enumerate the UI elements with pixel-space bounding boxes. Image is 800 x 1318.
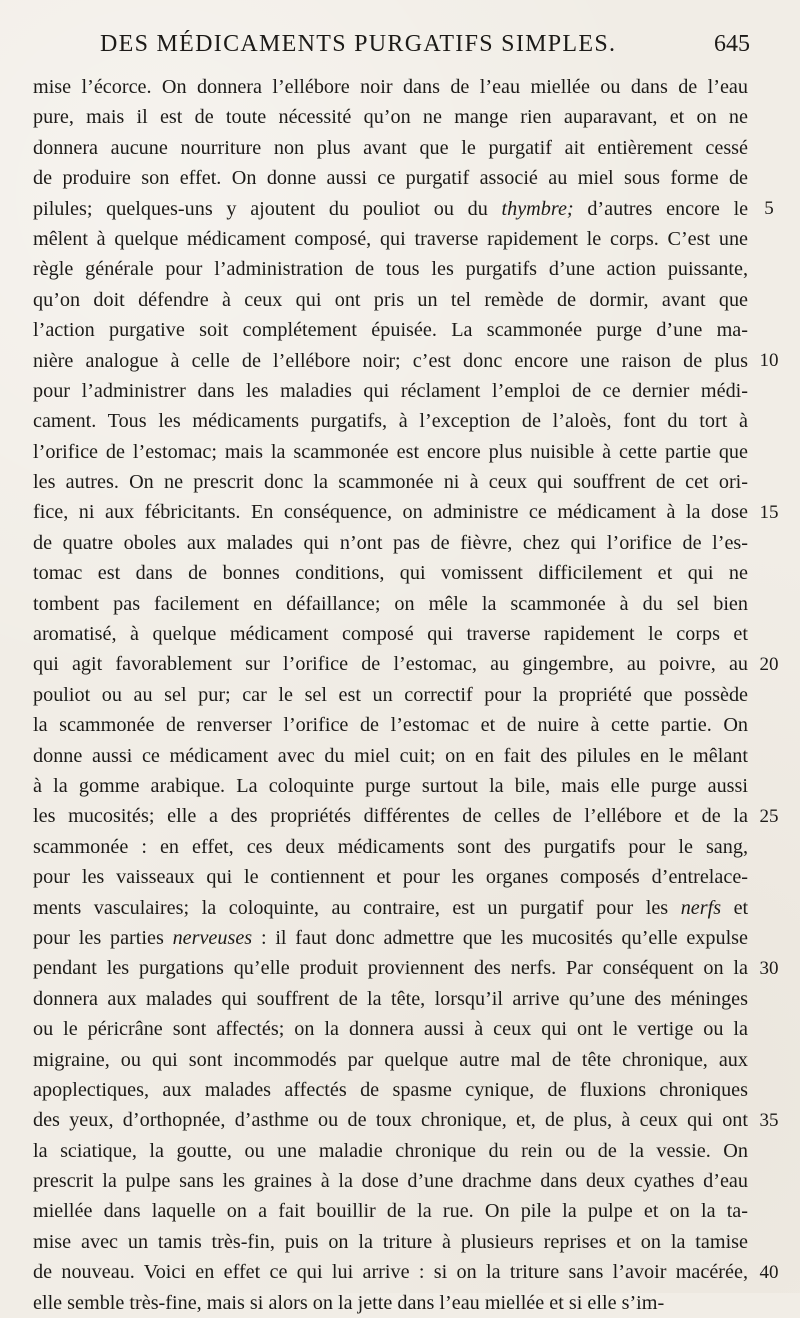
page-header: [100, 28, 750, 60]
text-line: les mucosités; elle a des propriétés différentes de celles de l’ellébore et de la: [33, 805, 748, 828]
page-number: 645: [714, 31, 750, 57]
text-line: apoplectiques, aux malades affectés de spasme cynique, de fluxions chroniques: [33, 1078, 748, 1101]
running-title: DES MÉDICAMENTS PURGATIFS SIMPLES.: [100, 31, 617, 57]
text-line: ments vasculaires; la coloquinte, au contraire, est un purgatif pour les nerfs et: [33, 896, 748, 919]
line-number: 20: [759, 653, 779, 675]
line-number: 40: [759, 1261, 779, 1283]
line-number: 30: [759, 957, 779, 979]
text-line: elle semble très-fine, mais si alors on la jette dans l’eau miellée et si elle s’im-: [33, 1291, 665, 1314]
text-line: mise avec un tamis très-fin, puis on la triture à plusieurs reprises et on la tamise: [33, 1230, 748, 1253]
text-line: la sciatique, la goutte, ou une maladie chronique du rein ou de la vessie. On: [33, 1139, 748, 1162]
text-line: de quatre oboles aux malades qui n’ont pas de fièvre, chez qui l’orifice de l’es-: [33, 531, 748, 554]
text-line: miellée dans laquelle on a fait bouillir de la rue. On pile la pulpe et on la ta-: [33, 1200, 748, 1223]
line-number: 25: [759, 805, 779, 827]
text-line: pour les parties nerveuses : il faut donc admettre que les mucosités qu’elle expulse: [33, 926, 748, 949]
text-line: tombent pas facilement en défaillance; on mêle la scammonée à du sel bien: [33, 592, 748, 615]
text-line: de produire son effet. On donne aussi ce purgatif associé au miel sous forme de: [33, 167, 748, 190]
text-line: pour les vaisseaux qui le contiennent et pour les organes composés d’entrelace-: [33, 866, 748, 889]
text-line: pour l’administrer dans les maladies qui réclament l’emploi de ce dernier médi-: [33, 379, 748, 402]
text-line: qu’on doit défendre à ceux qui ont pris un tel remède de dormir, avant que: [33, 288, 748, 311]
text-line: des yeux, d’orthopnée, d’asthme ou de toux chronique, et, de plus, à ceux qui ont: [33, 1109, 748, 1132]
line-number: 10: [759, 349, 779, 371]
text-line: mêlent à quelque médicament composé, qui traverse rapidement le corps. C’est une: [33, 227, 748, 250]
text-line: scammonée : en effet, ces deux médicaments sont des purgatifs pour le sang,: [33, 835, 748, 858]
italic-word: nerveuses: [172, 926, 253, 949]
text-line: la scammonée de renverser l’orifice de l’estomac et de nuire à cette partie. On: [33, 714, 748, 737]
text-line: mise l’écorce. On donnera l’ellébore noir dans de l’eau miellée ou dans de l’eau: [33, 76, 748, 98]
text-line: prescrit la pulpe sans les graines à la dose d’une drachme dans deux cyathes d’eau: [33, 1170, 748, 1193]
text-line: pendant les purgations qu’elle produit proviennent des nerfs. Par conséquent on la: [33, 957, 748, 980]
text-line: nière analogue à celle de l’ellébore noir; c’est donc encore une raison de plus: [33, 349, 748, 372]
text-line: de nouveau. Voici en effet ce qui lui arrive : si on la triture sans l’avoir macérée,: [33, 1261, 748, 1284]
text-line: cament. Tous les médicaments purgatifs, à l’exception de l’aloès, font du tort à: [33, 410, 748, 433]
text-line: pure, mais il est de toute nécessité qu’on ne mange rien auparavant, et on ne: [33, 106, 748, 129]
italic-word: thymbre;: [501, 197, 574, 220]
text-line: qui agit favorablement sur l’orifice de l’estomac, au gingembre, au poivre, au: [33, 653, 748, 676]
line-number: 5: [764, 197, 774, 219]
body-text: [33, 72, 748, 1318]
line-number: 15: [759, 501, 779, 523]
text-line: les autres. On ne prescrit donc la scammonée ni à ceux qui souffrent de cet ori-: [33, 471, 748, 494]
line-number: 35: [759, 1109, 779, 1131]
text-line: donnera aux malades qui souffrent de la tête, lorsqu’il arrive qu’une des méninges: [33, 987, 748, 1010]
italic-word: nerfs: [680, 896, 722, 919]
text-line: tomac est dans de bonnes conditions, qui vomissent difficilement et qui ne: [33, 562, 748, 585]
text-line: donnera aucune nourriture non plus avant que le purgatif ait entièrement cessé: [33, 136, 748, 159]
text-line: donne aussi ce médicament avec du miel cuit; on en fait des pilules en le mêlant: [33, 744, 748, 767]
text-line: l’action purgative soit complétement épuisée. La scammonée purge d’une ma-: [33, 319, 748, 342]
text-line: pouliot ou au sel pur; car le sel est un correctif pour la propriété que possède: [33, 683, 748, 706]
text-line: ou le péricrâne sont affectés; on la donnera aussi à ceux qui ont le vertige ou la: [33, 1018, 748, 1041]
text-line: pilules; quelques-uns y ajoutent du pouliot ou du thymbre; d’autres encore le: [33, 197, 748, 220]
text-line: l’orifice de l’estomac; mais la scammonée est encore plus nuisible à cette partie que: [33, 440, 748, 463]
text-line: à la gomme arabique. La coloquinte purge surtout la bile, mais elle purge aussi: [33, 774, 748, 797]
text-line: règle générale pour l’administration de tous les purgatifs d’une action puissante,: [33, 258, 748, 281]
text-line: aromatisé, à quelque médicament composé qui traverse rapidement le corps et: [33, 623, 748, 646]
text-line: migraine, ou qui sont incommodés par quelque autre mal de tête chronique, aux: [33, 1048, 748, 1071]
text-line: fice, ni aux fébricitants. En conséquence, on administre ce médicament à la dose: [33, 501, 748, 524]
